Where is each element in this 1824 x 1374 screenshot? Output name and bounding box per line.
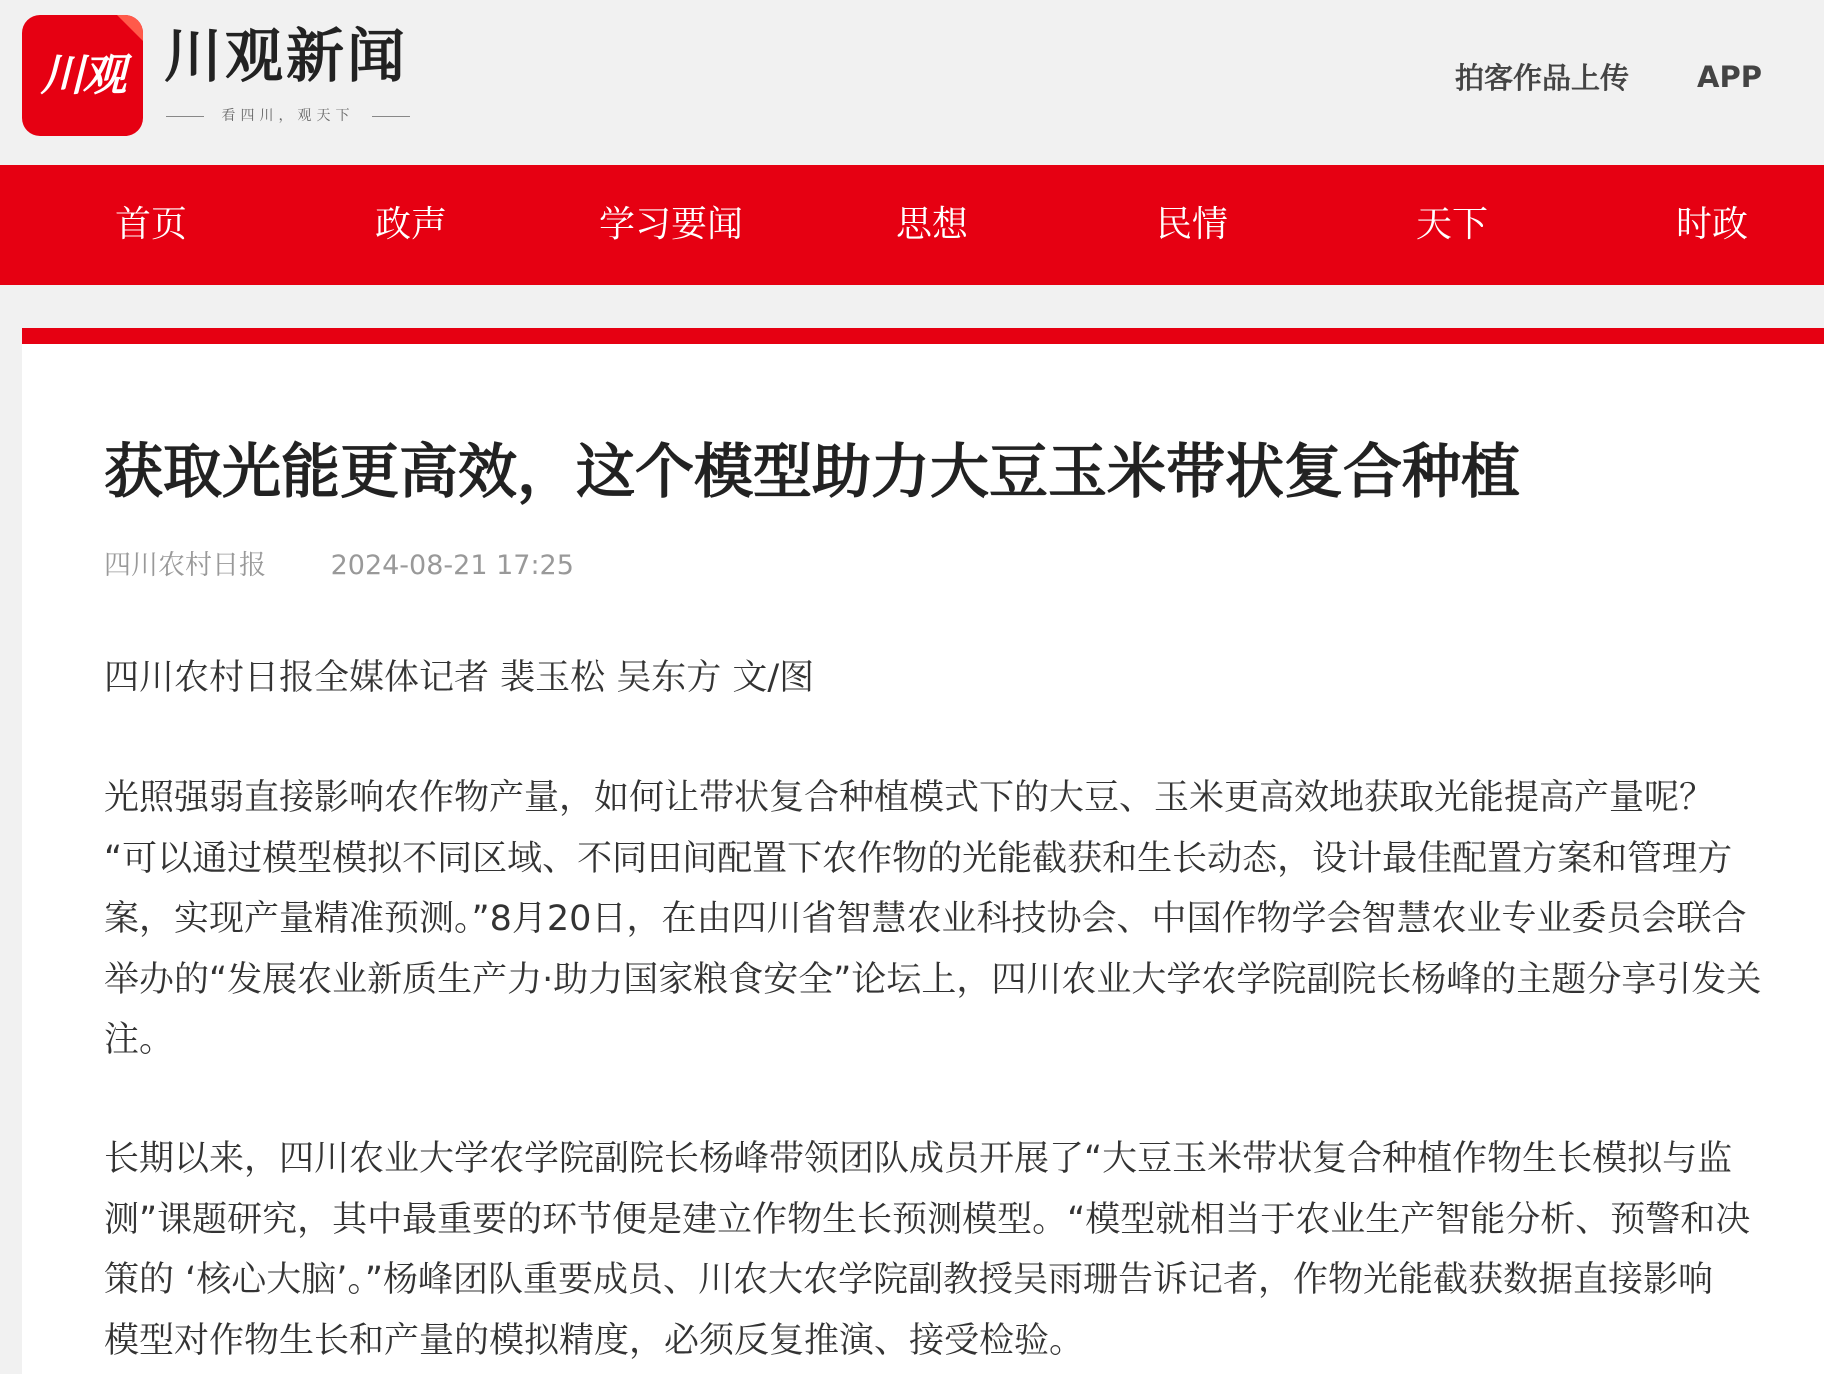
paragraph-line: 案，实现产量精准预测。”8月20日，在由四川省智慧农业科技协会、中国作物学会智慧农业专业委员会联合 xyxy=(104,899,1747,939)
article-paragraph xyxy=(104,1129,1804,1371)
nav-item-study-news[interactable]: 学习要闻 xyxy=(598,204,744,245)
header-links xyxy=(1455,56,1762,97)
site-header xyxy=(0,0,1824,165)
paragraph-line: 模型对作物生长和产量的模拟精度，必须反复推演、接受检验。 xyxy=(104,1320,1085,1361)
article-source: 四川农村日报 xyxy=(104,550,266,581)
upload-link[interactable]: 拍客作品上传 xyxy=(1455,61,1630,95)
nav-item-thought[interactable]: 思想 xyxy=(895,204,969,245)
slogan-divider-right xyxy=(372,116,410,117)
slogan-divider-left xyxy=(166,116,204,117)
nav-item-current-affairs[interactable]: 时政 xyxy=(1675,204,1749,245)
article-title: 获取光能更高效，这个模型助力大豆玉米带状复合种植 xyxy=(104,437,1521,506)
site-slogan: 看四川，观天下 xyxy=(221,108,355,124)
article-datetime: 2024-08-21 17:25 xyxy=(330,550,574,581)
paragraph-line: 策的 ‘核心大脑’。”杨峰团队重要成员、川农大农学院副教授吴雨珊告诉记者，作物光能截获数据直接影响 xyxy=(104,1260,1714,1300)
paragraph-line: 光照强弱直接影响农作物产量，如何让带状复合种植模式下的大豆、玉米更高效地获取光能提高产量呢？ xyxy=(104,778,1715,818)
paragraph-line: “可以通过模型模拟不同区域、不同田间配置下农作物的光能截获和生长动态，设计最佳配置方案和管理方 xyxy=(104,838,1733,879)
nav-item-world[interactable]: 天下 xyxy=(1415,204,1489,245)
site-logo-badge[interactable] xyxy=(22,15,143,136)
article-card xyxy=(22,328,1824,1374)
nav-item-home[interactable]: 首页 xyxy=(114,204,188,245)
paragraph-line: 注。 xyxy=(104,1020,175,1060)
article-meta xyxy=(104,546,574,586)
article-paragraph xyxy=(104,768,1804,1071)
paragraph-line: 举办的“发展农业新质生产力·助力国家粮食安全”论坛上，四川农业大学农学院副院长杨峰的主题分享引发关 xyxy=(104,959,1762,1000)
paragraph-line: 测”课题研究，其中最重要的环节便是建立作物生长预测模型。“模型就相当于农业生产智能分析、预警和决 xyxy=(104,1199,1751,1240)
site-wordmark[interactable] xyxy=(160,20,420,130)
nav-item-public-sentiment[interactable]: 民情 xyxy=(1155,204,1229,245)
site-name: 川观新闻 xyxy=(164,22,409,90)
app-link[interactable]: APP xyxy=(1697,59,1762,94)
article-byline: 四川农村日报全媒体记者 裴玉松 吴东方 文/图 xyxy=(104,658,815,698)
site-slogan-wrap xyxy=(160,106,410,126)
nav-item-politics-voice[interactable]: 政声 xyxy=(374,204,448,245)
paragraph-line: 长期以来，四川农业大学农学院副院长杨峰带领团队成员开展了“大豆玉米带状复合种植作物生长模拟与监 xyxy=(104,1139,1733,1179)
logo-badge-text: 川观 xyxy=(40,50,125,101)
main-nav xyxy=(0,165,1824,285)
